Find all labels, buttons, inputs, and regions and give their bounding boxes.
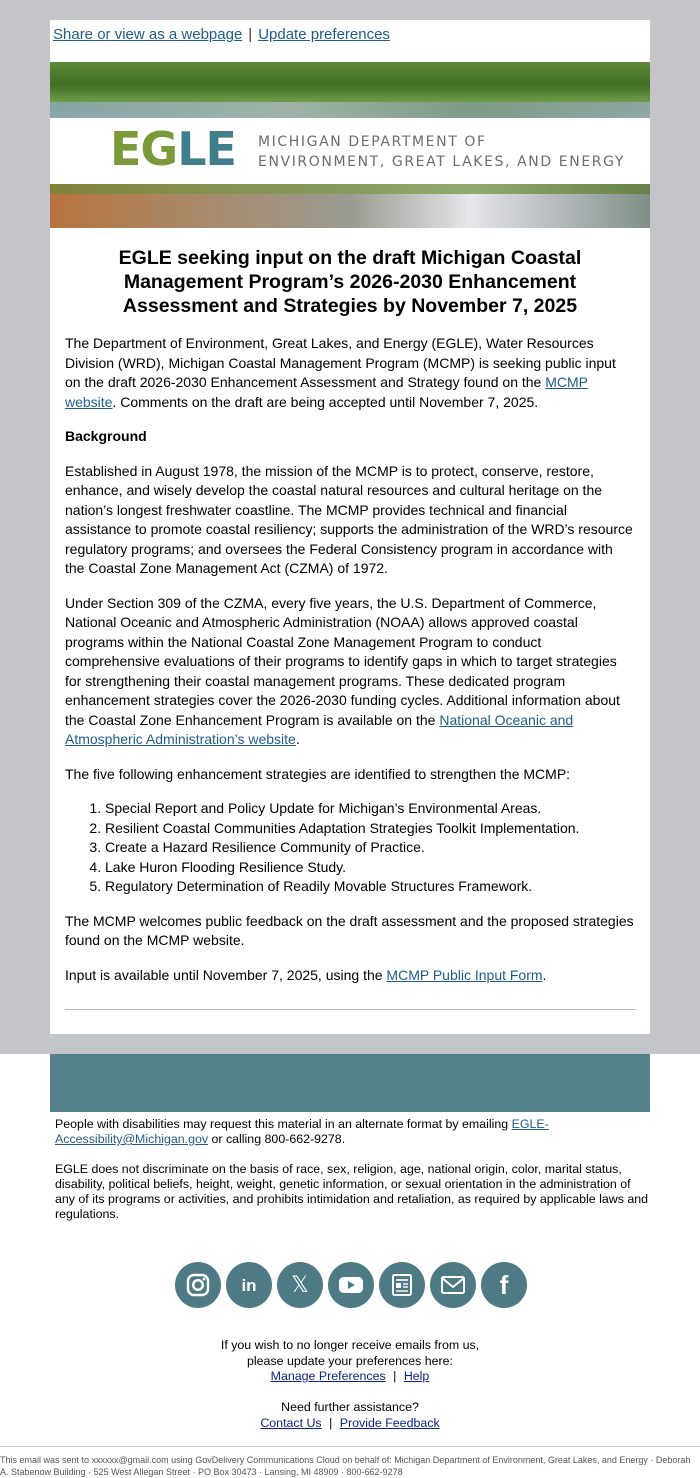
unsubscribe-block: If you wish to no longer receive emails from us, please update your preferences here: Manage Preferences | Help <box>220 1338 480 1383</box>
assistance-block: Need further assistance? Contact Us | Provide Feedback <box>260 1400 440 1430</box>
divider <box>0 1446 700 1447</box>
share-webpage-link[interactable]: Share or view as a webpage <box>53 26 243 43</box>
svg-text:f: f <box>499 1270 509 1300</box>
strategies-intro: The five following enhancement strategies are identified to strengthen the MCMP: <box>65 765 571 782</box>
welcome-paragraph: The MCMP welcomes public feedback on the draft assessment and the proposed strategies found on the MCMP website. <box>65 912 634 948</box>
social-icons <box>175 1262 535 1310</box>
article-body <box>65 246 635 1000</box>
top-links <box>53 26 390 43</box>
youtube-icon[interactable] <box>328 1262 374 1308</box>
public-input-form-link[interactable]: MCMP Public Input Form <box>386 966 543 983</box>
list-item: 4. Lake Huron Flooding Resilience Study. <box>105 858 635 878</box>
x-icon[interactable] <box>277 1262 323 1308</box>
mcmp-website-link[interactable]: MCMP website <box>65 374 588 410</box>
svg-text:𝕏: 𝕏 <box>291 1273 309 1298</box>
input-paragraph: Input is available until November 7, 2025, using the MCMP Public Input Form. <box>65 966 547 983</box>
newsletter-icon[interactable] <box>379 1262 425 1308</box>
nondiscrimination-notice: EGLE does not discriminate on the basis of race, sex, religion, age, national origin, color, marital status, disability, political beliefs, height, weight, genetic information, or sexual orientation in the administration of any of its programs or activities, and prohibits intimidation and retaliation, as required by applicable laws and regulations. <box>55 1162 649 1221</box>
email-card <box>50 20 650 1034</box>
legal-footer: This email was sent to xxxxxx@gmail.com using GovDelivery Communications Cloud on behalf of: Michigan Department of Environment, Great Lakes, and Energy · Deborah A. Stabenow Building · 525 West Allegan Street · PO Box 30473 · Lansing, MI 48909 · 800-662-9278 <box>0 1455 691 1477</box>
list-item: 3. Create a Hazard Resilience Community of Practice. <box>105 838 635 858</box>
teal-band <box>50 1054 650 1112</box>
linkedin-icon[interactable] <box>226 1262 272 1308</box>
noaa-website-link[interactable]: National Oceanic and Atmospheric Administration’s website <box>65 711 574 747</box>
svg-text:in: in <box>241 1276 257 1295</box>
separator: | <box>248 26 253 43</box>
intro-paragraph: The Department of Environment, Great Lakes, and Energy (EGLE), Water Resources Division (WRD), Michigan Coastal Management Program (MCMP) is seeking public input on the draft 2026-2030 Enhancement Assessment and Strategy found on the MCMP website. Comments on the draft are being accepted until November 7, 2025. <box>65 335 616 410</box>
list-item: 5. Regulatory Determination of Readily Movable Structures Framework. <box>105 877 635 897</box>
email-icon[interactable] <box>430 1262 476 1308</box>
list-item: 2. Resilient Coastal Communities Adaptation Strategies Toolkit Implementation. <box>105 819 635 839</box>
strategies-list <box>65 799 635 897</box>
article-title: EGLE seeking input on the draft Michigan Coastal Management Program’s 2026-2030 Enhancement Assessment and Strategies by November 7, 2025 <box>118 247 582 317</box>
footer-notices <box>55 1117 650 1237</box>
accessibility-email-link[interactable]: EGLE-Accessibility@Michigan.gov <box>55 1117 549 1146</box>
divider <box>65 1009 635 1010</box>
contact-us-link[interactable]: Contact Us <box>260 1415 322 1430</box>
provide-feedback-link[interactable]: Provide Feedback <box>339 1415 440 1430</box>
background-heading: Background <box>65 428 147 444</box>
instagram-icon[interactable] <box>175 1262 221 1308</box>
update-preferences-link[interactable]: Update preferences <box>258 26 390 43</box>
background-paragraph-1: Established in August 1978, the mission of the MCMP is to protect, conserve, restore, enhance, and wisely develop the coastal natural resources and cultural heritage on the nation’s longest freshwater coastline. The MCMP provides technical and financial assistance to promote coastal resiliency; supports the administration of the WRD’s resource regulatory programs; and oversees the Federal Consistency program in accordance with the Coastal Zone Management Act (CZMA) of 1972. <box>65 462 633 576</box>
separator: | <box>393 1369 397 1383</box>
manage-preferences-link[interactable]: Manage Preferences <box>270 1369 386 1383</box>
separator: | <box>329 1415 333 1430</box>
help-link[interactable]: Help <box>403 1369 430 1383</box>
header-banner <box>50 62 650 228</box>
facebook-icon[interactable] <box>481 1262 527 1308</box>
background-paragraph-2: Under Section 309 of the CZMA, every five years, the U.S. Department of Commerce, National Oceanic and Atmospheric Administration (NOAA) allows approved coastal programs within the National Coastal Zone Management Program to conduct comprehensive evaluations of their programs to identify gaps in which to target strategies for strengthening their coastal management programs. These dedicated program enhancement strategies cover the 2026-2030 funding cycles. Additional information about the Coastal Zone Enhancement Program is available on the National Oceanic and Atmospheric Administration’s website. <box>65 594 620 747</box>
list-item: 1. Special Report and Policy Update for Michigan’s Environmental Areas. <box>105 799 635 819</box>
accessibility-notice: People with disabilities may request this material in an alternate format by emailing EGLE-Accessibility@Michigan.gov or calling 800-662-9278. <box>55 1117 549 1146</box>
egle-logo: EGLE <box>110 122 236 176</box>
org-name: MICHIGAN DEPARTMENT OF ENVIRONMENT, GREAT LAKES, AND ENERGY <box>258 134 625 170</box>
